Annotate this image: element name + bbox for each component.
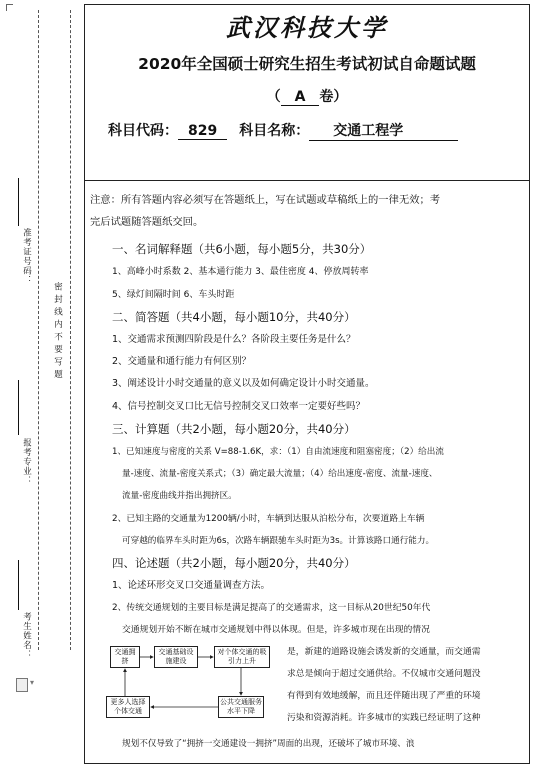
notice-line-2: 完后试题随答题纸交回。 [90,216,204,228]
notice-line-1: 注意：所有答题内容必须写在答题纸上，写在试题或草稿纸上的一律无效；考 [90,194,441,206]
section-4-title: 四、论述题（共2小题，每小题20分，共40分） [112,556,356,570]
section-4-q2-right-3: 有得到有效地缓解，而且还伴随出现了严重的环境 [287,691,481,701]
diagram-box-transit-decline: 公共交通服务水平下降 [218,696,264,718]
section-1-title: 一、名词解释题（共6小题，每小题5分，共30分） [112,242,372,256]
chevron-down-icon: ▾ [30,678,35,687]
section-4-q1: 1、论述环形交叉口交通量调查方法。 [112,580,271,591]
section-3-q2-line-1: 2、已知主路的交通量为1200辆/小时，车辆到达服从泊松分布，次要道路上车辆 [112,514,425,524]
section-2-q3: 3、阐述设计小时交通量的意义以及如何确定设计小时交通量。 [112,378,375,389]
section-2-q1: 1、交通需求预测四阶段是什么？各阶段主要任务是什么？ [112,334,356,345]
diagram-box-private-attraction: 对个体交通的吸引力上升 [214,646,270,668]
diagram-box-congestion: 交通拥挤 [110,646,140,668]
section-4-q2-last-line: 规划不仅导致了“拥挤一交通建设一拥挤”周面的出现，还破坏了城市环境、浪 [122,739,415,749]
diagram-box-more-private: 更多人选择个体交通 [106,696,150,718]
university-logo: 武汉科技大学 [226,13,388,42]
subject-code-label: 科目代码： [108,123,178,139]
subject-name-value: 交通工程学 [309,120,458,141]
exam-title: 2020年全国硕士研究生招生考试初试自命题试题 [138,55,476,73]
section-2-q2: 2、交通量和通行能力有何区别？ [112,356,252,367]
admission-number-label: 准考证号码： [21,228,32,285]
section-2-q4: 4、信号控制交叉口比无信号控制交叉口效率一定要好些吗？ [112,401,366,412]
diagram-box-infrastructure: 交通基础设施建设 [154,646,198,668]
section-3-title: 三、计算题（共2小题，每小题20分，共40分） [112,422,356,436]
section-2-title: 二、简答题（共4小题，每小题10分，共40分） [112,310,356,324]
section-4-q2-right-1: 是，新建的道路设施会诱发新的交通量，而交通需 [287,647,481,657]
major-label: 报考专业： [21,438,32,486]
section-4-q2-right-2: 求总是倾向于超过交通供给。不仅城市交通问题没 [287,669,481,679]
paper-version-close: 卷） [319,89,348,105]
section-4-q2-right-4: 污染和资源消耗。许多城市的实践已经证明了这种 [287,713,481,723]
section-4-q2-line-2: 交通规划开始不断在城市交通规划中得以体现。但是，许多城市现在出现的情况 [122,625,430,635]
section-3-q1-line-2: 量-速度、流量-密度关系式；（3）确定最大流量；（4）给出速度-密度、流量-速度、 [122,469,438,479]
subject-name-label: 科目名称： [239,123,310,139]
section-1-line-1: 1、高峰小时系数 2、基本通行能力 3、最佳密度 4、停放周转率 [112,267,369,277]
paper-version-letter: A [281,89,320,106]
section-3-q1-line-3: 流量-密度曲线并指出拥挤区。 [122,491,237,501]
section-3-q2-line-2: 可穿越的临界车头时距为6s，次路车辆跟驰车头时距为3s。计算该路口通行能力。 [122,536,435,546]
name-label: 考生姓名： [21,612,32,660]
paper-version-open: （ [266,89,281,105]
subject-code-value: 829 [178,123,227,140]
section-1-line-2: 5、绿灯间隔时间 6、车头时距 [112,290,235,300]
section-3-q1-line-1: 1、已知速度与密度的关系 V=88-1.6K，求：（1）自由流速度和阻塞密度；（2）给出流 [112,447,444,457]
section-4-q2-line-1: 2、传统交通规划的主要目标是满足提高了的交通需求，这一目标从20世纪50年代 [112,603,431,613]
seal-notice: 密封线内不要写题 [52,282,63,382]
